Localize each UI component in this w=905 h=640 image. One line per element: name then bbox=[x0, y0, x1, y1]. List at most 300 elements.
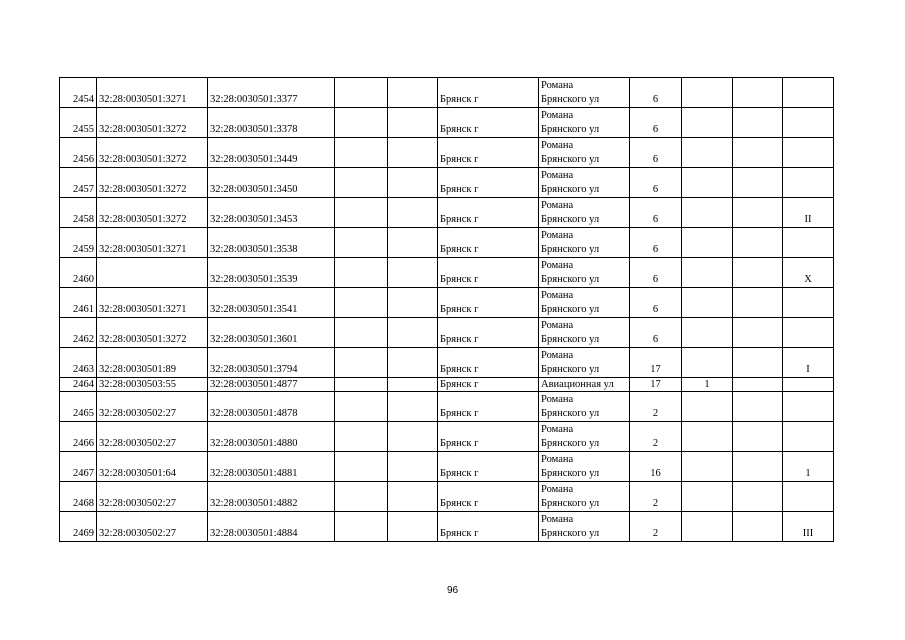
street-cell bbox=[539, 138, 630, 168]
parent-cadastral-cell bbox=[97, 422, 208, 452]
house-number: 2 bbox=[652, 438, 659, 449]
building-cell bbox=[682, 318, 733, 348]
street-name-line1: Романа bbox=[541, 514, 574, 525]
street-cell bbox=[539, 422, 630, 452]
empty-cell-5 bbox=[388, 168, 438, 198]
empty-cell-4 bbox=[335, 482, 388, 512]
street-name-line1: Романа bbox=[541, 454, 574, 465]
cadastral-cell bbox=[208, 168, 335, 198]
street-name-line1: Романа bbox=[541, 80, 574, 91]
row-number: 2464 bbox=[73, 379, 94, 390]
city-cell bbox=[438, 228, 539, 258]
parent-cadastral-number: 32:28:0030501:3272 bbox=[99, 214, 187, 225]
house-cell bbox=[630, 392, 682, 422]
room-cell bbox=[783, 288, 834, 318]
empty-cell-4 bbox=[335, 422, 388, 452]
room-cell bbox=[783, 422, 834, 452]
street-name-line2: Брянского ул bbox=[541, 184, 600, 195]
house-number: 17 bbox=[650, 364, 661, 375]
parent-cadastral-cell bbox=[97, 228, 208, 258]
house-number: 16 bbox=[650, 468, 661, 479]
table-row bbox=[60, 228, 834, 258]
parent-cadastral-number: 32:28:0030501:89 bbox=[99, 364, 177, 375]
empty-cell-5 bbox=[388, 392, 438, 422]
row-number: 2466 bbox=[73, 438, 94, 449]
city-cell bbox=[438, 198, 539, 228]
city-name: Брянск г bbox=[440, 379, 479, 390]
street-cell bbox=[539, 258, 630, 288]
city-cell bbox=[438, 288, 539, 318]
flat-cell bbox=[733, 228, 783, 258]
row-number-cell bbox=[60, 168, 97, 198]
row-number: 2458 bbox=[73, 214, 94, 225]
street-name-line2: Брянского ул bbox=[541, 274, 600, 285]
table-row bbox=[60, 482, 834, 512]
empty-cell-4 bbox=[335, 258, 388, 288]
cadastral-cell bbox=[208, 108, 335, 138]
page-number: 96 bbox=[446, 585, 459, 596]
street-name-line2: Брянского ул bbox=[541, 468, 600, 479]
house-cell bbox=[630, 318, 682, 348]
parent-cadastral-cell bbox=[97, 512, 208, 542]
row-number: 2460 bbox=[73, 274, 94, 285]
street-name-line1: Романа bbox=[541, 140, 574, 151]
table-row bbox=[60, 198, 834, 228]
flat-cell bbox=[733, 168, 783, 198]
building-cell bbox=[682, 258, 733, 288]
house-number: 17 bbox=[650, 379, 661, 390]
street-cell bbox=[539, 198, 630, 228]
row-number-cell bbox=[60, 378, 97, 392]
empty-cell-4 bbox=[335, 138, 388, 168]
street-cell bbox=[539, 78, 630, 108]
cadastral-cell bbox=[208, 422, 335, 452]
parent-cadastral-cell bbox=[97, 108, 208, 138]
empty-cell-5 bbox=[388, 288, 438, 318]
parent-cadastral-number: 32:28:0030501:3271 bbox=[99, 304, 187, 315]
table-row bbox=[60, 288, 834, 318]
empty-cell-4 bbox=[335, 108, 388, 138]
cadastral-number: 32:28:0030501:3538 bbox=[210, 244, 298, 255]
empty-cell-4 bbox=[335, 228, 388, 258]
cadastral-number: 32:28:0030501:4882 bbox=[210, 498, 298, 509]
city-name: Брянск г bbox=[440, 334, 479, 345]
house-cell bbox=[630, 168, 682, 198]
table-row bbox=[60, 422, 834, 452]
street-cell bbox=[539, 512, 630, 542]
parent-cadastral-cell bbox=[97, 452, 208, 482]
cadastral-number: 32:28:0030501:4880 bbox=[210, 438, 298, 449]
street-name-line1: Романа bbox=[541, 484, 574, 495]
parent-cadastral-number: 32:28:0030503:55 bbox=[99, 379, 177, 390]
row-number-cell bbox=[60, 288, 97, 318]
flat-cell bbox=[733, 482, 783, 512]
row-number-cell bbox=[60, 482, 97, 512]
parent-cadastral-cell bbox=[97, 318, 208, 348]
row-number-cell bbox=[60, 108, 97, 138]
cadastral-cell bbox=[208, 198, 335, 228]
city-cell bbox=[438, 512, 539, 542]
table-row bbox=[60, 512, 834, 542]
house-cell bbox=[630, 258, 682, 288]
table-row bbox=[60, 392, 834, 422]
table-row bbox=[60, 78, 834, 108]
street-cell bbox=[539, 392, 630, 422]
parent-cadastral-number: 32:28:0030501:3272 bbox=[99, 334, 187, 345]
house-number: 6 bbox=[652, 244, 659, 255]
empty-cell-4 bbox=[335, 378, 388, 392]
parent-cadastral-cell bbox=[97, 348, 208, 378]
empty-cell-5 bbox=[388, 138, 438, 168]
city-name: Брянск г bbox=[440, 94, 479, 105]
table-row bbox=[60, 168, 834, 198]
city-name: Брянск г bbox=[440, 408, 479, 419]
city-name: Брянск г bbox=[440, 364, 479, 375]
cadastral-number: 32:28:0030501:4878 bbox=[210, 408, 298, 419]
cadastral-cell bbox=[208, 392, 335, 422]
row-number-cell bbox=[60, 422, 97, 452]
street-name-line1: Романа bbox=[541, 424, 574, 435]
house-number: 6 bbox=[652, 304, 659, 315]
building-cell bbox=[682, 288, 733, 318]
house-cell bbox=[630, 228, 682, 258]
row-number: 2457 bbox=[73, 184, 94, 195]
street-name-line2: Брянского ул bbox=[541, 154, 600, 165]
table-row bbox=[60, 258, 834, 288]
street-name-line1: Романа bbox=[541, 290, 574, 301]
city-name: Брянск г bbox=[440, 184, 479, 195]
house-number: 2 bbox=[652, 498, 659, 509]
street-name-line2: Брянского ул bbox=[541, 304, 600, 315]
empty-cell-5 bbox=[388, 348, 438, 378]
flat-cell bbox=[733, 108, 783, 138]
row-number: 2467 bbox=[73, 468, 94, 479]
flat-cell bbox=[733, 378, 783, 392]
parent-cadastral-number: 32:28:0030501:3271 bbox=[99, 244, 187, 255]
flat-cell bbox=[733, 318, 783, 348]
room-cell bbox=[783, 258, 834, 288]
row-number-cell bbox=[60, 78, 97, 108]
row-number: 2469 bbox=[73, 528, 94, 539]
city-cell bbox=[438, 78, 539, 108]
street-cell bbox=[539, 108, 630, 138]
city-cell bbox=[438, 392, 539, 422]
building-cell bbox=[682, 198, 733, 228]
row-number-cell bbox=[60, 258, 97, 288]
empty-cell-5 bbox=[388, 228, 438, 258]
street-name-line2: Брянского ул bbox=[541, 214, 600, 225]
parent-cadastral-number: 32:28:0030501:3272 bbox=[99, 124, 187, 135]
street-name-line1: Романа bbox=[541, 350, 574, 361]
room-cell bbox=[783, 318, 834, 348]
city-name: Брянск г bbox=[440, 214, 479, 225]
building-cell bbox=[682, 138, 733, 168]
row-number-cell bbox=[60, 138, 97, 168]
room-number: I bbox=[806, 364, 810, 375]
table-row bbox=[60, 378, 834, 392]
flat-cell bbox=[733, 422, 783, 452]
city-cell bbox=[438, 318, 539, 348]
empty-cell-4 bbox=[335, 78, 388, 108]
city-cell bbox=[438, 422, 539, 452]
street-name-line2: Брянского ул bbox=[541, 244, 600, 255]
cadastral-cell bbox=[208, 288, 335, 318]
parent-cadastral-cell bbox=[97, 198, 208, 228]
parent-cadastral-number: 32:28:0030501:3272 bbox=[99, 184, 187, 195]
room-cell bbox=[783, 228, 834, 258]
street-cell bbox=[539, 378, 630, 392]
parent-cadastral-number: 32:28:0030501:3272 bbox=[99, 154, 187, 165]
room-cell bbox=[783, 482, 834, 512]
house-number: 2 bbox=[652, 408, 659, 419]
street-name-line2: Брянского ул bbox=[541, 498, 600, 509]
parent-cadastral-number: 32:28:0030501:64 bbox=[99, 468, 177, 479]
table-body bbox=[60, 78, 834, 542]
parent-cadastral-cell bbox=[97, 258, 208, 288]
empty-cell-5 bbox=[388, 482, 438, 512]
row-number-cell bbox=[60, 198, 97, 228]
street-name-line2: Брянского ул bbox=[541, 438, 600, 449]
cadastral-cell bbox=[208, 512, 335, 542]
empty-cell-4 bbox=[335, 512, 388, 542]
parent-cadastral-number: 32:28:0030502:27 bbox=[99, 408, 177, 419]
house-number: 6 bbox=[652, 154, 659, 165]
room-cell bbox=[783, 452, 834, 482]
cadastral-cell bbox=[208, 348, 335, 378]
row-number-cell bbox=[60, 318, 97, 348]
cadastral-cell bbox=[208, 78, 335, 108]
house-number: 6 bbox=[652, 274, 659, 285]
room-cell bbox=[783, 78, 834, 108]
row-number: 2461 bbox=[73, 304, 94, 315]
street-name-line1: Романа bbox=[541, 394, 574, 405]
table-row bbox=[60, 318, 834, 348]
cadastral-cell bbox=[208, 482, 335, 512]
cadastral-number: 32:28:0030501:3453 bbox=[210, 214, 298, 225]
street-name-line1: Романа bbox=[541, 230, 574, 241]
parent-cadastral-number: 32:28:0030501:3271 bbox=[99, 94, 187, 105]
room-cell bbox=[783, 348, 834, 378]
house-cell bbox=[630, 78, 682, 108]
parent-cadastral-cell bbox=[97, 138, 208, 168]
cadastral-cell bbox=[208, 318, 335, 348]
parent-cadastral-cell bbox=[97, 392, 208, 422]
cadastral-number: 32:28:0030501:3450 bbox=[210, 184, 298, 195]
row-number-cell bbox=[60, 512, 97, 542]
empty-cell-5 bbox=[388, 452, 438, 482]
building-cell bbox=[682, 378, 733, 392]
city-cell bbox=[438, 108, 539, 138]
cadastral-number: 32:28:0030501:3377 bbox=[210, 94, 298, 105]
city-cell bbox=[438, 482, 539, 512]
parent-cadastral-cell bbox=[97, 378, 208, 392]
house-cell bbox=[630, 422, 682, 452]
house-number: 6 bbox=[652, 214, 659, 225]
street-name-line2: Брянского ул bbox=[541, 94, 600, 105]
house-cell bbox=[630, 378, 682, 392]
parent-cadastral-number: 32:28:0030502:27 bbox=[99, 498, 177, 509]
flat-cell bbox=[733, 258, 783, 288]
cadastral-number: 32:28:0030501:3601 bbox=[210, 334, 298, 345]
cadastral-number: 32:28:0030501:3378 bbox=[210, 124, 298, 135]
cadastral-cell bbox=[208, 452, 335, 482]
row-number: 2454 bbox=[73, 94, 94, 105]
flat-cell bbox=[733, 512, 783, 542]
parent-cadastral-number: 32:28:0030502:27 bbox=[99, 438, 177, 449]
empty-cell-4 bbox=[335, 392, 388, 422]
parent-cadastral-number: 32:28:0030502:27 bbox=[99, 528, 177, 539]
street-cell bbox=[539, 288, 630, 318]
building-cell bbox=[682, 452, 733, 482]
house-cell bbox=[630, 512, 682, 542]
house-number: 6 bbox=[652, 334, 659, 345]
city-cell bbox=[438, 138, 539, 168]
empty-cell-5 bbox=[388, 512, 438, 542]
street-name-line2: Брянского ул bbox=[541, 408, 600, 419]
empty-cell-5 bbox=[388, 108, 438, 138]
street-name-line1: Романа bbox=[541, 200, 574, 211]
row-number: 2456 bbox=[73, 154, 94, 165]
empty-cell-4 bbox=[335, 288, 388, 318]
street-name-line2: Брянского ул bbox=[541, 364, 600, 375]
building-cell bbox=[682, 392, 733, 422]
city-name: Брянск г bbox=[440, 528, 479, 539]
empty-cell-5 bbox=[388, 78, 438, 108]
empty-cell-4 bbox=[335, 318, 388, 348]
house-number: 6 bbox=[652, 94, 659, 105]
table-row bbox=[60, 108, 834, 138]
empty-cell-4 bbox=[335, 198, 388, 228]
room-number: II bbox=[804, 214, 812, 225]
city-name: Брянск г bbox=[440, 274, 479, 285]
row-number: 2468 bbox=[73, 498, 94, 509]
empty-cell-5 bbox=[388, 422, 438, 452]
city-cell bbox=[438, 378, 539, 392]
city-cell bbox=[438, 168, 539, 198]
city-cell bbox=[438, 348, 539, 378]
building-cell bbox=[682, 482, 733, 512]
empty-cell-4 bbox=[335, 168, 388, 198]
street-cell bbox=[539, 168, 630, 198]
city-name: Брянск г bbox=[440, 304, 479, 315]
city-cell bbox=[438, 452, 539, 482]
city-name: Брянск г bbox=[440, 468, 479, 479]
city-name: Брянск г bbox=[440, 438, 479, 449]
cadastral-cell bbox=[208, 228, 335, 258]
room-cell bbox=[783, 138, 834, 168]
building-cell bbox=[682, 108, 733, 138]
house-cell bbox=[630, 452, 682, 482]
address-register-table bbox=[59, 77, 834, 542]
parent-cadastral-cell bbox=[97, 78, 208, 108]
row-number-cell bbox=[60, 392, 97, 422]
flat-cell bbox=[733, 392, 783, 422]
parent-cadastral-cell bbox=[97, 168, 208, 198]
building-cell bbox=[682, 168, 733, 198]
building-cell bbox=[682, 228, 733, 258]
empty-cell-4 bbox=[335, 348, 388, 378]
flat-cell bbox=[733, 78, 783, 108]
empty-cell-5 bbox=[388, 378, 438, 392]
room-cell bbox=[783, 168, 834, 198]
row-number-cell bbox=[60, 348, 97, 378]
row-number-cell bbox=[60, 452, 97, 482]
flat-cell bbox=[733, 198, 783, 228]
street-name-line2: Брянского ул bbox=[541, 334, 600, 345]
house-cell bbox=[630, 348, 682, 378]
cadastral-number: 32:28:0030501:3541 bbox=[210, 304, 298, 315]
room-cell bbox=[783, 198, 834, 228]
house-cell bbox=[630, 198, 682, 228]
cadastral-number: 32:28:0030501:4877 bbox=[210, 379, 298, 390]
row-number: 2459 bbox=[73, 244, 94, 255]
cadastral-number: 32:28:0030501:4884 bbox=[210, 528, 298, 539]
building-cell bbox=[682, 422, 733, 452]
row-number: 2462 bbox=[73, 334, 94, 345]
room-cell bbox=[783, 108, 834, 138]
room-number: III bbox=[802, 528, 814, 539]
house-cell bbox=[630, 288, 682, 318]
city-name: Брянск г bbox=[440, 244, 479, 255]
empty-cell-4 bbox=[335, 452, 388, 482]
street-cell bbox=[539, 348, 630, 378]
house-number: 6 bbox=[652, 124, 659, 135]
building-number: 1 bbox=[704, 379, 710, 390]
building-cell bbox=[682, 512, 733, 542]
city-name: Брянск г bbox=[440, 498, 479, 509]
street-cell bbox=[539, 228, 630, 258]
flat-cell bbox=[733, 452, 783, 482]
empty-cell-5 bbox=[388, 318, 438, 348]
street-name-line2: Брянского ул bbox=[541, 528, 600, 539]
house-number: 6 bbox=[652, 184, 659, 195]
building-cell bbox=[682, 348, 733, 378]
table-row bbox=[60, 138, 834, 168]
room-cell bbox=[783, 512, 834, 542]
room-cell bbox=[783, 392, 834, 422]
cadastral-cell bbox=[208, 138, 335, 168]
street-name-line1: Романа bbox=[541, 170, 574, 181]
cadastral-cell bbox=[208, 258, 335, 288]
table-row bbox=[60, 452, 834, 482]
house-cell bbox=[630, 138, 682, 168]
parent-cadastral-cell bbox=[97, 482, 208, 512]
city-name: Брянск г bbox=[440, 124, 479, 135]
cadastral-number: 32:28:0030501:3794 bbox=[210, 364, 298, 375]
flat-cell bbox=[733, 348, 783, 378]
city-name: Брянск г bbox=[440, 154, 479, 165]
flat-cell bbox=[733, 288, 783, 318]
parent-cadastral-cell bbox=[97, 288, 208, 318]
street-name-line1: Романа bbox=[541, 320, 574, 331]
empty-cell-5 bbox=[388, 258, 438, 288]
house-number: 2 bbox=[652, 528, 659, 539]
street-cell bbox=[539, 482, 630, 512]
house-cell bbox=[630, 482, 682, 512]
cadastral-number: 32:28:0030501:4881 bbox=[210, 468, 298, 479]
flat-cell bbox=[733, 138, 783, 168]
row-number: 2465 bbox=[73, 408, 94, 419]
street-name-line2: Брянского ул bbox=[541, 124, 600, 135]
cadastral-cell bbox=[208, 378, 335, 392]
empty-cell-5 bbox=[388, 198, 438, 228]
street-name-line1: Романа bbox=[541, 110, 574, 121]
house-cell bbox=[630, 108, 682, 138]
row-number: 2455 bbox=[73, 124, 94, 135]
street-cell bbox=[539, 452, 630, 482]
row-number: 2463 bbox=[73, 364, 94, 375]
street-name-line2: Авиационная ул bbox=[541, 379, 614, 390]
